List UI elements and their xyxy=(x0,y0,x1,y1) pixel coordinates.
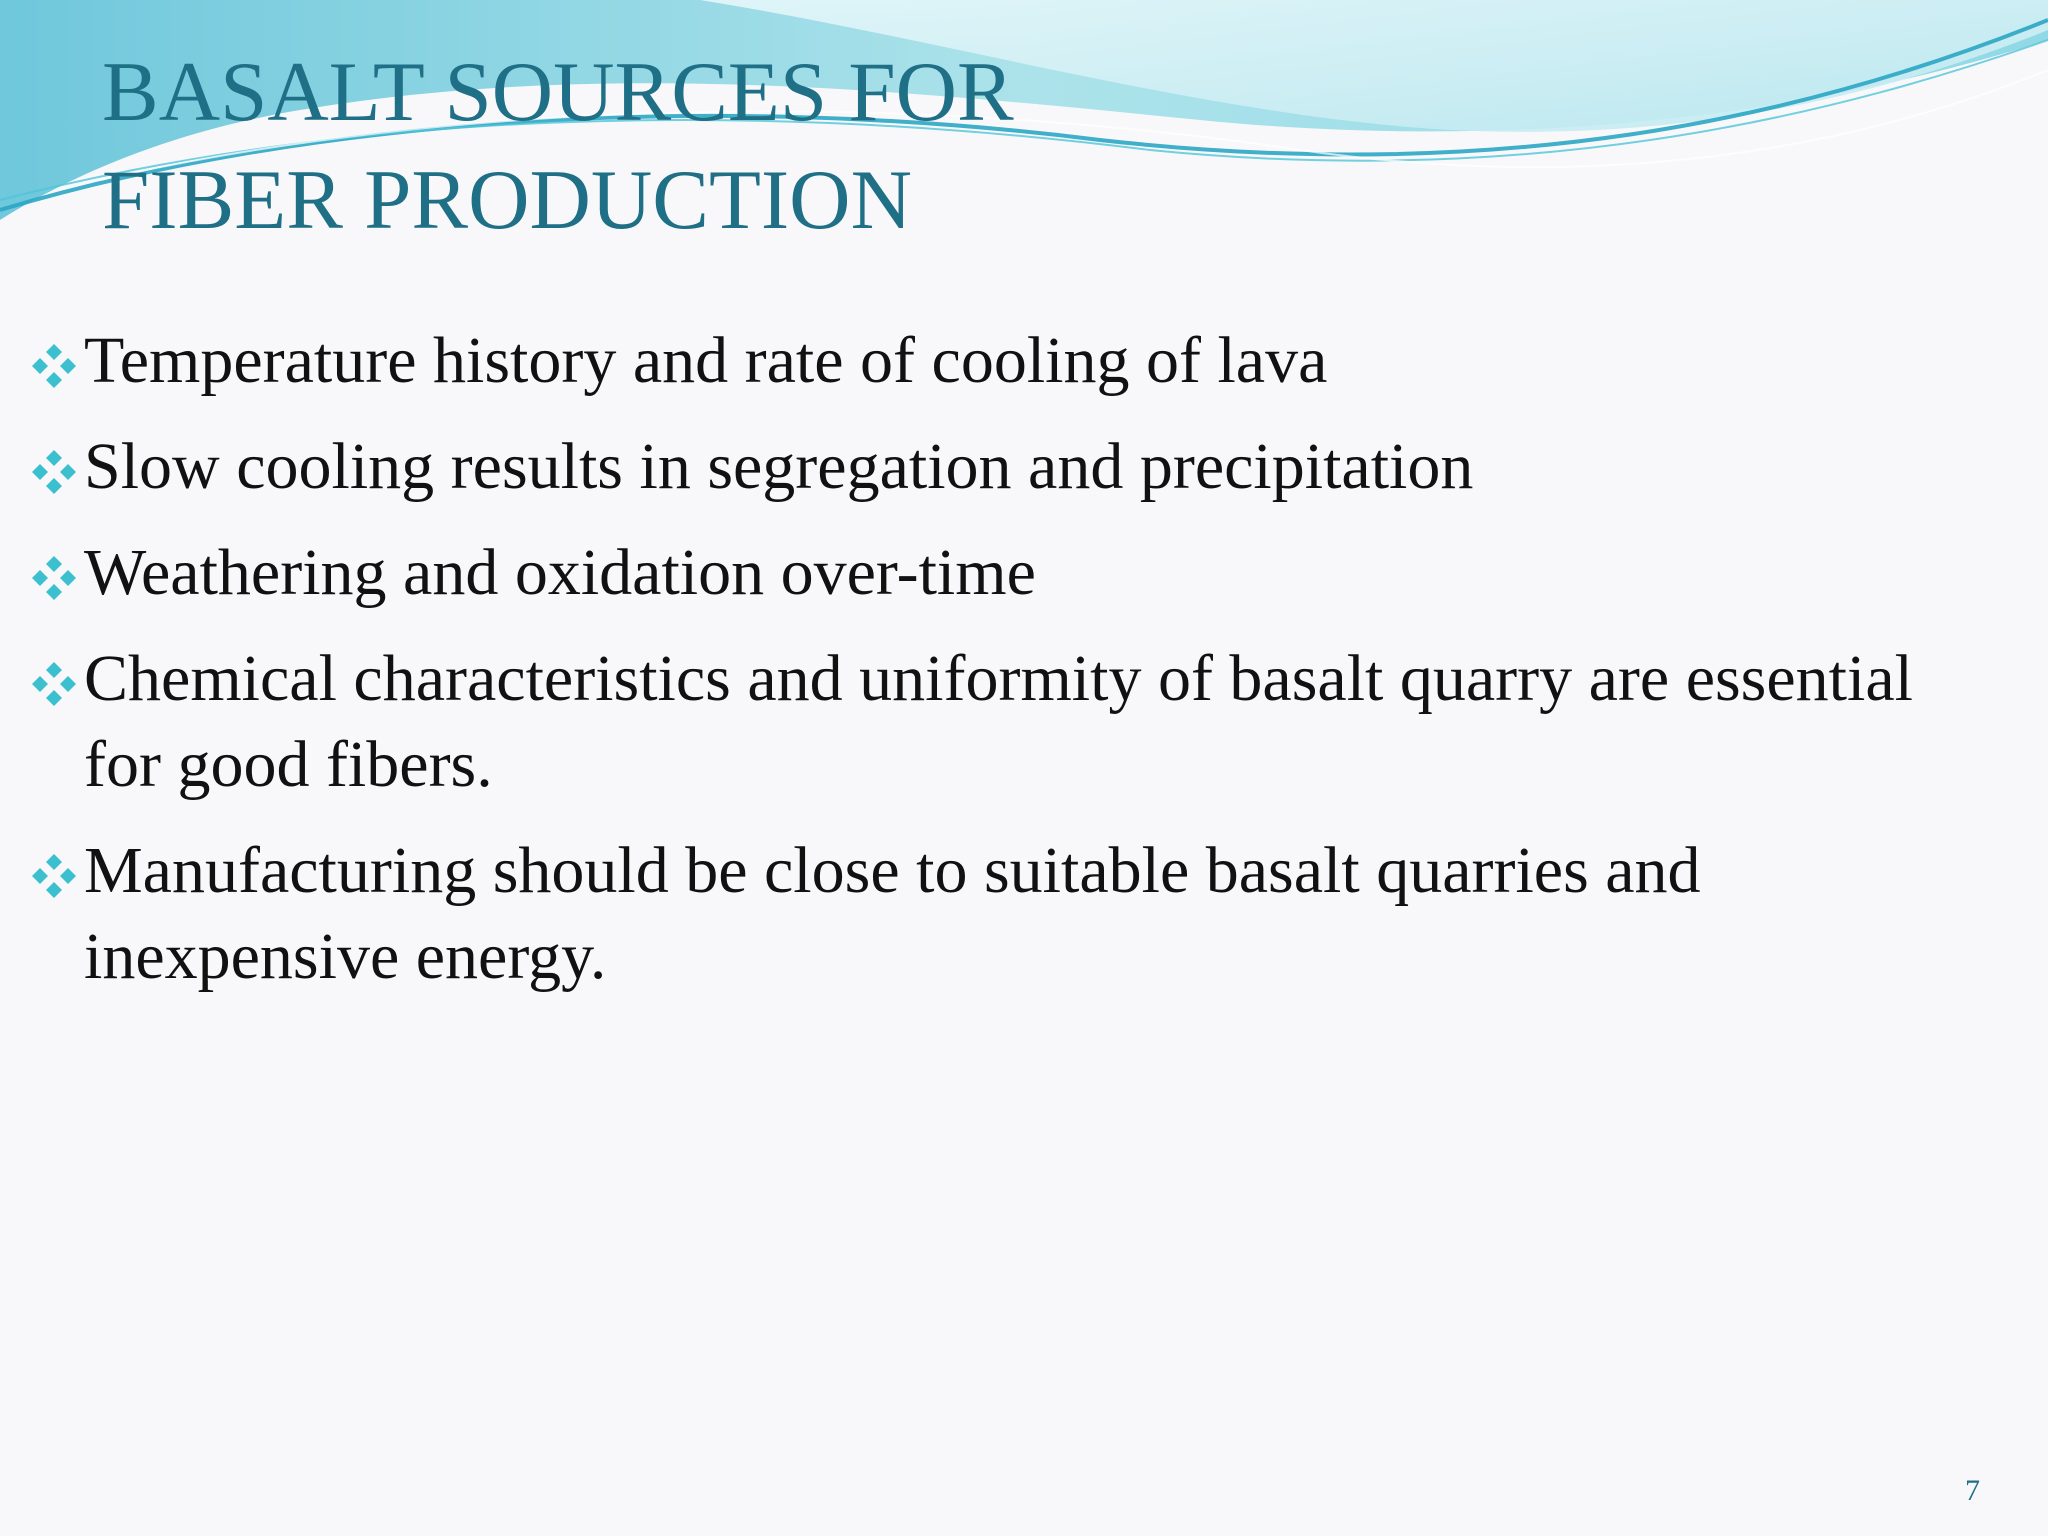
four-diamond-bullet-icon xyxy=(28,658,80,710)
four-diamond-bullet-icon xyxy=(28,340,80,392)
bullet-text: Chemical characteristics and uniformity of basalt quarry are essential for good fibers. xyxy=(84,642,1913,801)
bullet-text: Slow cooling results in segregation and precipitation xyxy=(84,430,1474,503)
bullet-text: Weathering and oxidation over-time xyxy=(84,536,1036,609)
list-item xyxy=(28,530,1988,616)
slide-title xyxy=(102,38,1014,254)
bullet-text: Temperature history and rate of cooling of lava xyxy=(84,324,1328,397)
list-item xyxy=(28,424,1988,510)
four-diamond-bullet-icon xyxy=(28,446,80,498)
list-item xyxy=(28,636,1988,808)
slide-title-line-1: BASALT SOURCES FOR xyxy=(102,45,1014,139)
list-item xyxy=(28,318,1988,404)
four-diamond-bullet-icon xyxy=(28,552,80,604)
list-item xyxy=(28,828,1988,1000)
bullet-text: Manufacturing should be close to suitable basalt quarries and inexpensive energy. xyxy=(84,834,1701,993)
four-diamond-bullet-icon xyxy=(28,850,80,902)
bullet-list xyxy=(28,318,1988,1020)
page-number: 7 xyxy=(1965,1474,1980,1507)
slide-title-line-2: FIBER PRODUCTION xyxy=(102,153,912,247)
